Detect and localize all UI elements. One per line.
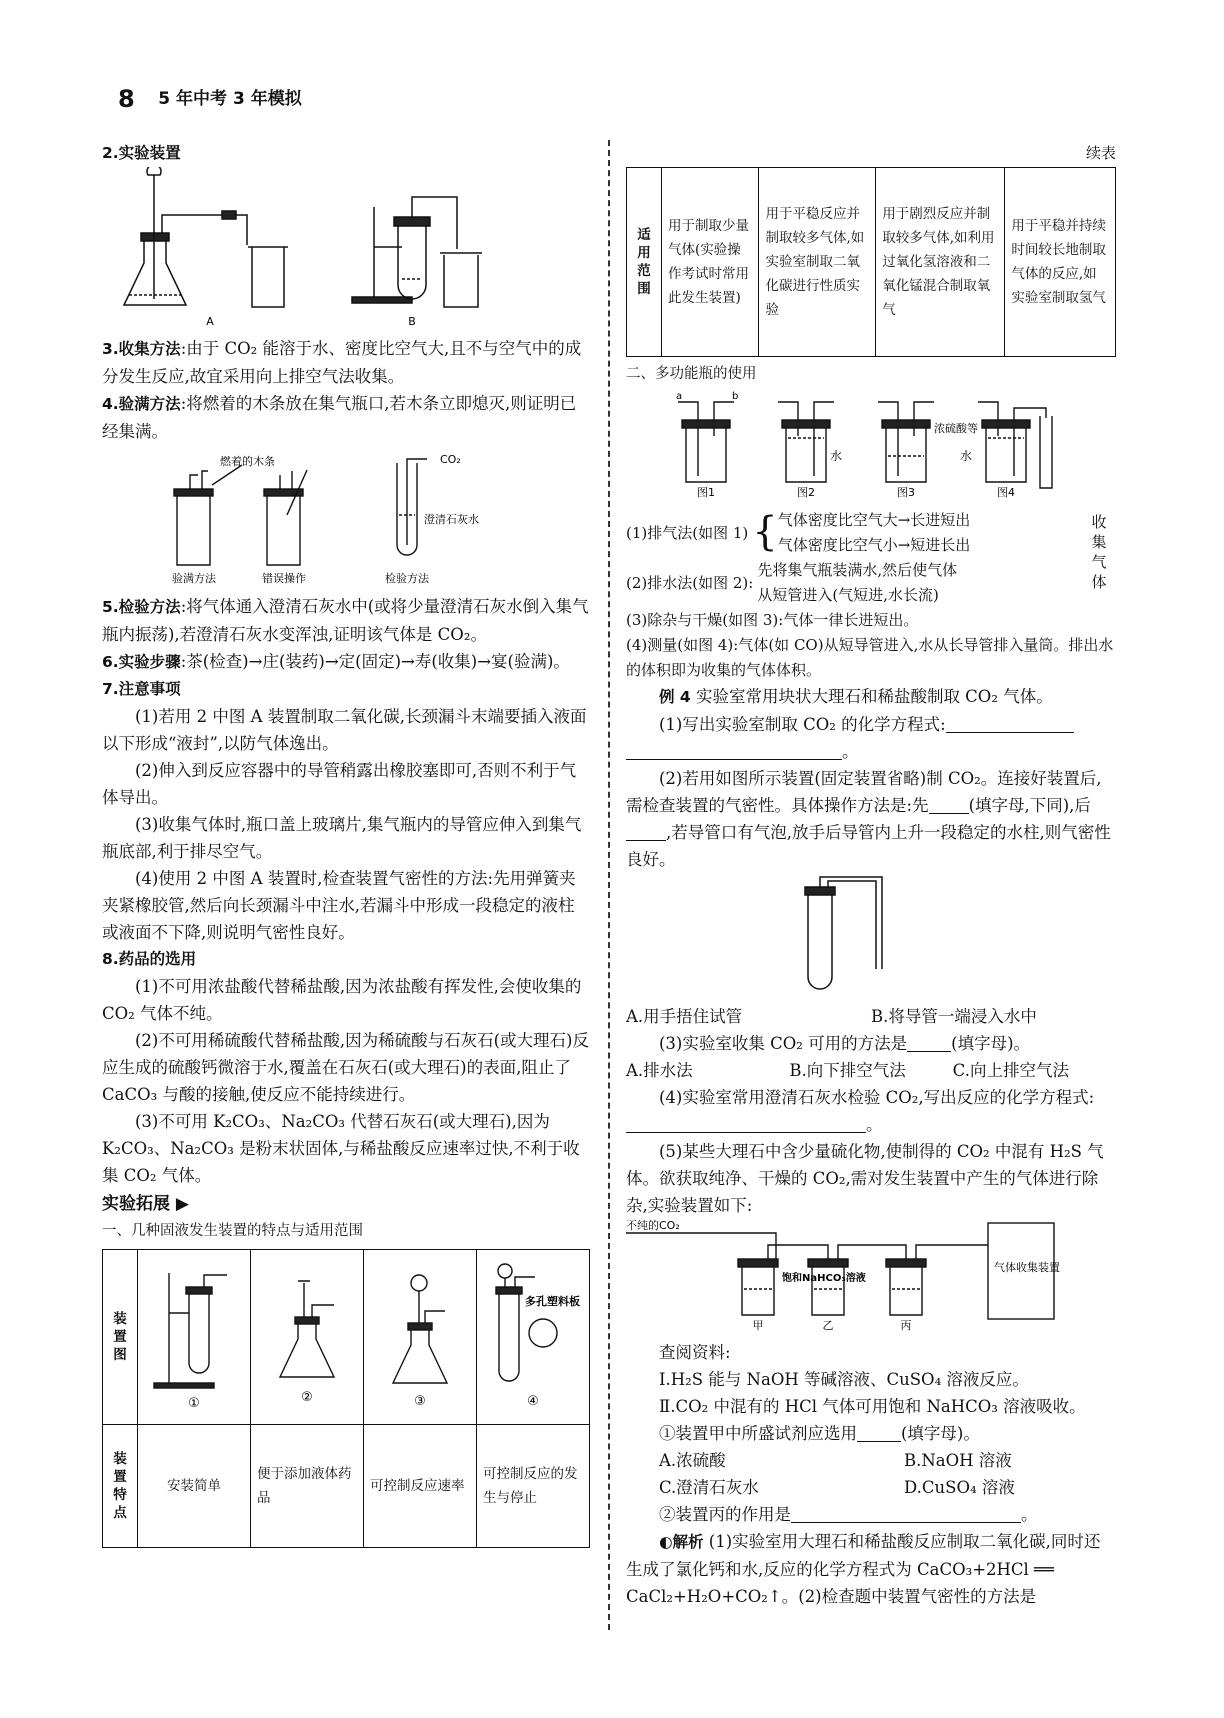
apparatus-4-icon: [485, 1253, 581, 1413]
water-method: (2)排水法(如图 2): 先将集气瓶装满水,然后使气体 从短管进入(气短进,水长流): [626, 561, 958, 604]
fig-caption: 图1: [697, 486, 715, 499]
analysis-label: ◐解析: [659, 1533, 704, 1551]
burning-stick-label: 燃着的木条: [220, 455, 275, 468]
answer-blank[interactable]: [857, 1423, 901, 1442]
label-a: a: [676, 391, 683, 402]
extension-title: 实验拓展 ▶: [102, 1194, 189, 1214]
book-title: 5 年中考 3 年模拟: [158, 89, 302, 109]
fig-label-b: B: [408, 315, 416, 327]
section-title: 8.药品的选用: [102, 950, 197, 968]
question-5a: ①装置甲中所盛试剂应选用 (填字母)。: [659, 1424, 980, 1443]
analysis: ◐解析 (1)实验室用大理石和稀盐酸反应制取二氧化碳,同时还生成了氯化钙和水,反应的化学方程式为 CaCO₃+2HCl ══ CaCl₂+H₂O+CO₂↑。(2)检查题中装置气密性的方法是: [626, 1532, 1101, 1606]
method-4: (4)测量(如图 4):气体(如 CO)从短导管进入,水从长导管排入量筒。排出水的体积即为收集的气体体积。: [626, 636, 1114, 679]
question-1: (1)写出实验室制取 CO₂ 的化学方程式:: [626, 711, 1116, 738]
apparatus-num: ②: [301, 1390, 313, 1405]
answer-blank[interactable]: [929, 795, 969, 814]
section-title: 二、多功能瓶的使用: [626, 366, 757, 382]
note-4: (4)使用 2 中图 A 装置时,检查装置气密性的方法:先用弹簧夹夹紧橡胶管,然后向长颈漏斗中注水,若漏斗中形成一段稳定的液柱或液面不下降,则说明气密性良好。: [102, 869, 576, 942]
feature-cell: 安装简单: [138, 1425, 251, 1548]
note-3: (3)收集气体时,瓶口盖上玻璃片,集气瓶内的导管应伸入到集气瓶底部,利于排尽空气。: [102, 815, 582, 861]
feature-cell: 可控制反应速率: [364, 1425, 477, 1548]
apparatus-num: ①: [188, 1396, 200, 1411]
apparatus-cell: [364, 1250, 477, 1425]
apparatus-cell: [477, 1250, 590, 1425]
water-label: 水: [830, 449, 843, 463]
answer-blank[interactable]: [626, 741, 842, 760]
multi-bottle-figure: [626, 388, 1116, 500]
s6-paragraph: 6.实验步骤:茶(检查)→庄(装药)→定(固定)→寿(收集)→宴(验满)。: [102, 652, 570, 671]
question-1-cont: 。: [626, 738, 1116, 765]
analysis-icon: ◐: [659, 1533, 673, 1551]
q2-options: [626, 1003, 1116, 1030]
method-3: (3)除杂与干燥(如图 3):气体一律长进短出。: [626, 611, 919, 629]
scope-cell: 用于平稳反应并制取较多气体,如实验室制取二氧化碳进行性质实验: [759, 168, 876, 357]
bottle-label: 乙: [822, 1319, 834, 1331]
extension-subtitle: 一、几种固液发生装置的特点与适用范围: [102, 1223, 363, 1239]
page-header: [118, 84, 302, 113]
apparatus-3-icon: [375, 1253, 465, 1413]
column-divider: [608, 140, 610, 1630]
question-2: (2)若用如图所示装置(固定装置省略)制 CO₂。连接好装置后,需检查装置的气密性。具体操作方法是:先 (填字母,下同),后,若导管口有气泡,放手后导管内上升一段稳定的水柱,则气密性良好。: [626, 769, 1111, 869]
generator-table: [102, 1249, 590, 1548]
answer-blank[interactable]: [626, 822, 666, 841]
apparatus-1-icon: [149, 1253, 239, 1413]
question-3: (3)实验室收集 CO₂ 可用的方法是 (填字母)。: [659, 1034, 1031, 1053]
exhaust-method: (1)排气法(如图 1) { 气体密度比空气大→长进短出 气体密度比空气小→短进长出: [626, 508, 1116, 558]
continued-label: 续表: [1085, 144, 1116, 162]
reagent-note-2: (2)不可用稀硫酸代替稀盐酸,因为稀硫酸与石灰石(或大理石)反应生成的硫酸钙微溶于水,覆盖在石灰石(或大理石)的表面,阻止了 CaCO₃ 与酸的接触,使反应不能持续进行。: [102, 1031, 589, 1104]
apparatus-num: ③: [414, 1394, 426, 1409]
section-title: 2.实验装置: [102, 144, 181, 162]
purification-figure: [626, 1219, 1116, 1331]
option[interactable]: C.向上排空气法: [952, 1061, 1069, 1080]
limewater-label: 澄清石灰水: [424, 513, 479, 526]
answer-blank[interactable]: [626, 1114, 866, 1133]
play-icon: ▶: [175, 1194, 189, 1214]
row-head-feature: 装置特点: [103, 1425, 138, 1548]
apparatus-num: ④: [527, 1394, 539, 1409]
collect-device-label: 气体收集装置: [994, 1261, 1060, 1274]
option[interactable]: D.CuSO₄ 溶液: [904, 1478, 1015, 1497]
question-5: (5)某些大理石中含少量硫化物,使制得的 CO₂ 中混有 H₂S 气体。欲获取纯净、干燥的 CO₂,需对发生装置中产生的气体进行除杂,实验装置如下:: [626, 1142, 1104, 1215]
option[interactable]: B.向下排空气法: [789, 1061, 906, 1080]
method-block: [626, 508, 1116, 683]
apparatus-2-icon: [262, 1253, 352, 1413]
test-method-figure: [102, 445, 590, 585]
bottle-label: 丙: [900, 1319, 912, 1331]
scope-cell: 用于剧烈反应并制取较多气体,如利用过氧化氢溶液和二氧化锰混合制取氧气: [876, 168, 1005, 357]
ref-2: Ⅱ.CO₂ 中混有的 HCl 气体可用饱和 NaHCO₃ 溶液吸收。: [659, 1397, 1086, 1416]
ref-title: 查阅资料:: [659, 1343, 731, 1362]
feature-cell: 可控制反应的发生与停止: [477, 1425, 590, 1548]
s4-paragraph: 4.验满方法:将燃着的木条放在集气瓶口,若木条立即熄灭,则证明已经集满。: [102, 394, 577, 441]
option[interactable]: B.将导管一端浸入水中: [871, 1007, 1037, 1026]
q5-options-1: [626, 1447, 1116, 1474]
question-5b: ②装置丙的作用是 。: [659, 1505, 1038, 1524]
water-label: 水: [960, 449, 973, 463]
apparatus-cell: [251, 1250, 364, 1425]
answer-blank[interactable]: [907, 1033, 951, 1052]
page-number: 8: [118, 85, 135, 113]
s5-paragraph: 5.检验方法:将气体通入澄清石灰水中(或将少量澄清石灰水倒入集气瓶内振荡),若澄清石灰水变浑浊,证明该气体是 CO₂。: [102, 597, 589, 644]
fig-caption: 图4: [997, 486, 1015, 499]
scope-table: [626, 167, 1116, 357]
left-column: [102, 140, 590, 1548]
scope-cell: 用于平稳并持续时间较长地制取气体的反应,如实验室制取氢气: [1005, 168, 1116, 357]
q5-options-2: [626, 1474, 1116, 1501]
cap-full-test: 验满方法: [172, 572, 216, 585]
option[interactable]: A.浓硫酸: [659, 1451, 726, 1470]
apparatus-figure: [102, 167, 590, 327]
option[interactable]: A.用手捂住试管: [626, 1007, 743, 1026]
test-tube-figure: [626, 873, 1116, 995]
cap-check-method: 检验方法: [385, 572, 429, 585]
fig-caption: 图3: [897, 486, 915, 499]
right-column: [626, 140, 1116, 1610]
plate-label: 多孔塑料板: [525, 1295, 580, 1308]
ref-1: Ⅰ.H₂S 能与 NaOH 等碱溶液、CuSO₄ 溶液反应。: [659, 1370, 1029, 1389]
question-4: (4)实验室常用澄清石灰水检验 CO₂,写出反应的化学方程式:。: [626, 1084, 1116, 1138]
collect-gas-label: 收集气体: [1091, 513, 1107, 591]
note-2: (2)伸入到反应容器中的导管稍露出橡胶塞即可,否则不利于气体导出。: [102, 761, 577, 807]
row-head-scope: 适用范围: [627, 168, 662, 357]
impure-co2-label: 不纯的CO₂: [626, 1219, 680, 1232]
example-stem: 例 4 实验室常用块状大理石和稀盐酸制取 CO₂ 气体。: [659, 687, 1053, 706]
label-b: b: [732, 391, 739, 402]
nahco3-label: 饱和NaHCO₃溶液: [782, 1273, 866, 1284]
answer-blank[interactable]: [791, 1504, 1021, 1523]
row-head-apparatus: 装置图: [103, 1250, 138, 1425]
reagent-note-1: (1)不可用浓盐酸代替稀盐酸,因为浓盐酸有挥发性,会使收集的 CO₂ 气体不纯。: [102, 977, 582, 1023]
acid-label: 浓硫酸等: [934, 422, 978, 435]
co2-label: CO₂: [440, 453, 461, 466]
q3-options: [626, 1057, 1116, 1084]
answer-blank[interactable]: [946, 714, 1074, 733]
apparatus-cell: [138, 1250, 251, 1425]
fig-caption: 图2: [797, 486, 815, 499]
fig-label-a: A: [206, 315, 214, 327]
reagent-note-3: (3)不可用 K₂CO₃、Na₂CO₃ 代替石灰石(或大理石),因为 K₂CO₃、Na₂CO₃ 是粉末状固体,与稀盐酸反应速率过快,不利于收集 CO₂ 气体。: [102, 1112, 580, 1185]
scope-cell: 用于制取少量气体(实验操作考试时常用此发生装置): [662, 168, 759, 357]
note-1: (1)若用 2 中图 A 装置制取二氧化碳,长颈漏斗末端要插入液面以下形成“液封”,以防气体逸出。: [102, 707, 587, 753]
cap-wrong-op: 错误操作: [262, 572, 306, 585]
feature-cell: 便于添加液体药品: [251, 1425, 364, 1548]
brace-icon: {: [752, 509, 778, 555]
section-title: 7.注意事项: [102, 680, 181, 698]
option[interactable]: C.澄清石灰水: [659, 1478, 759, 1497]
bottle-label: 甲: [752, 1319, 764, 1331]
s3-paragraph: 3.收集方法:由于 CO₂ 能溶于水、密度比空气大,且不与空气中的成分发生反应,故宜采用向上排空气法收集。: [102, 339, 582, 386]
option[interactable]: A.排水法: [626, 1061, 693, 1080]
option[interactable]: B.NaOH 溶液: [904, 1451, 1012, 1470]
